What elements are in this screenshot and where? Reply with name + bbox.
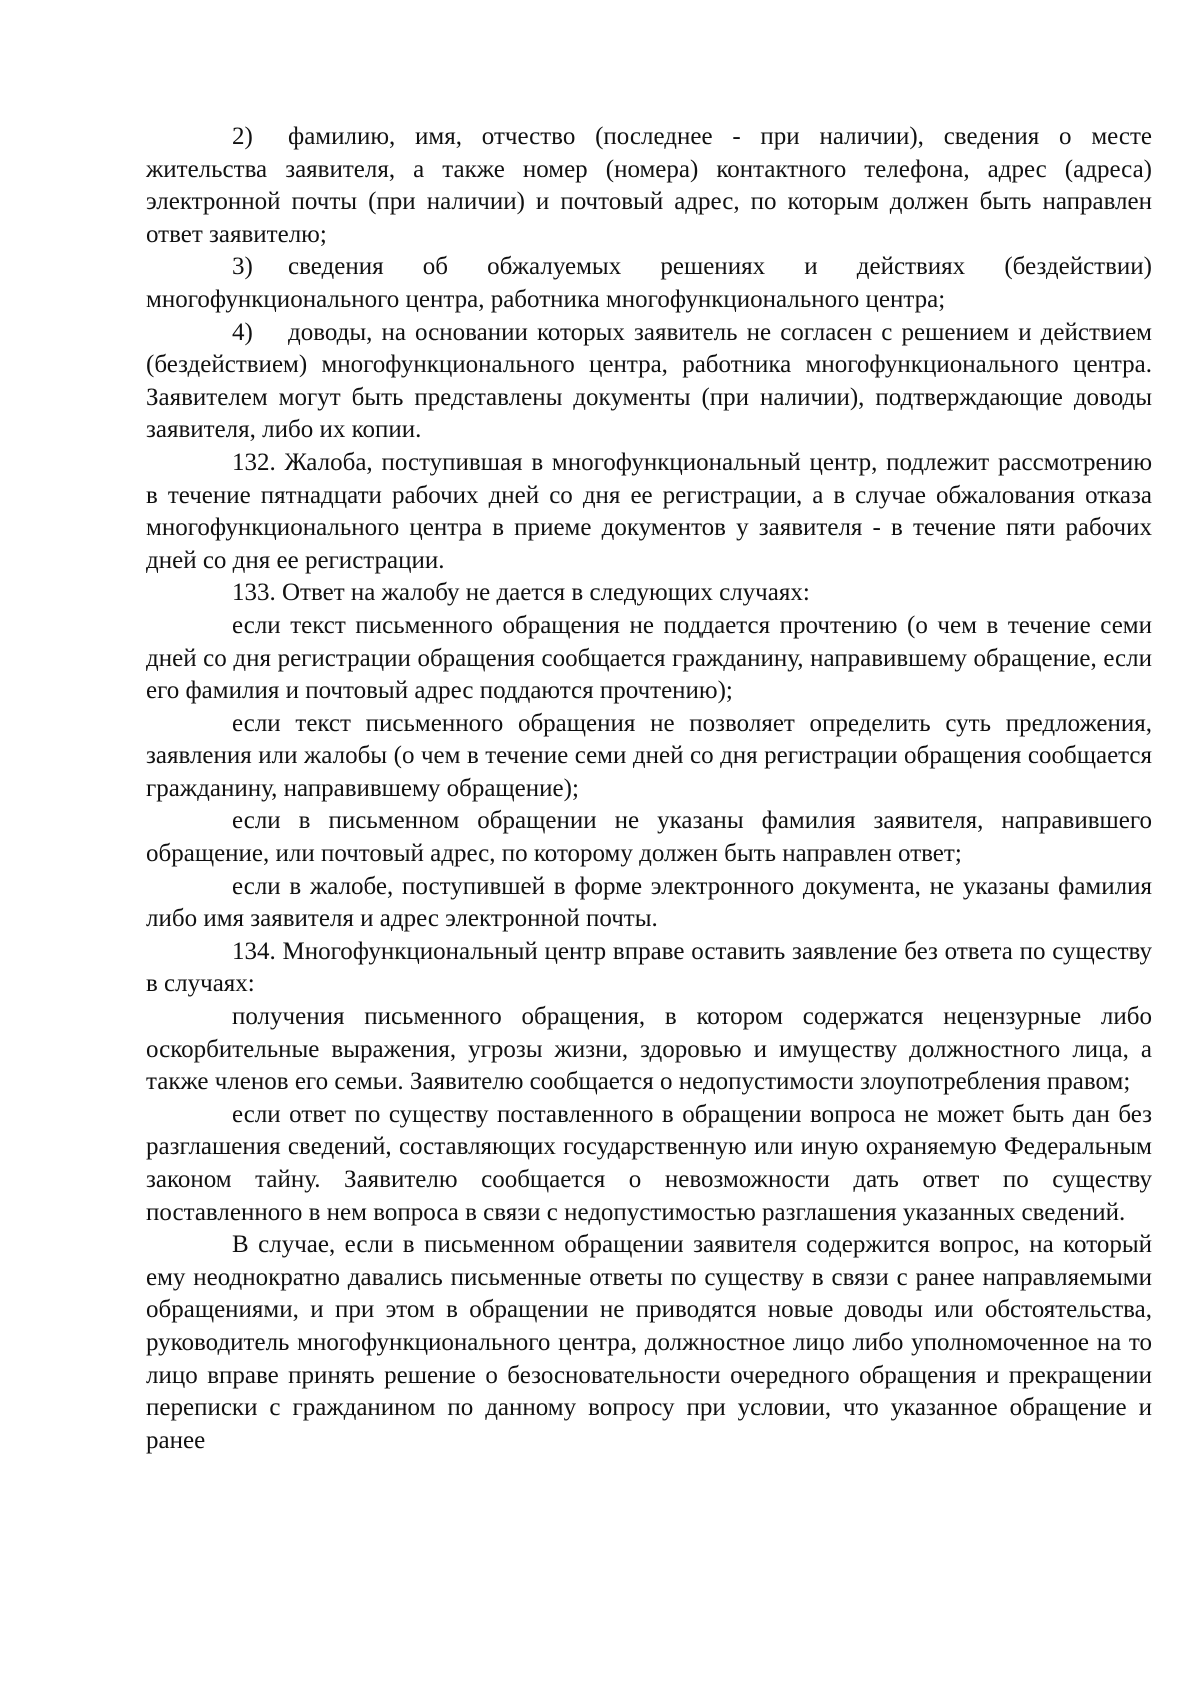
paragraph-134-case-2: если ответ по существу поставленного в обращении вопроса не может быть дан без разглашения сведений, составляющих государственную или иную охраняемую Федеральным законом тайну. Заявителю сообщается о невозможности дать ответ по существу поставленного в нем вопроса в связи с недопустимостью разглашения указанных сведений. [146, 1100, 1152, 1226]
paragraph-132: 132. Жалоба, поступившая в многофункциональный центр, подлежит рассмотрению в течение пятнадцати рабочих дней со дня ее регистрации, а в случае обжалования отказа многофункционального центра в приеме документов у заявителя - в течение пяти рабочих дней со дня ее регистрации. [146, 448, 1152, 574]
paragraph-133-case-1: если текст письменного обращения не поддается прочтению (о чем в течение семи дней со дня регистрации обращения сообщается гражданину, направившему обращение, если его фамилия и почтовый адрес поддаются прочтению); [146, 611, 1152, 705]
paragraph-repeated-appeal: В случае, если в письменном обращении заявителя содержится вопрос, на который ему неоднократно давались письменные ответы по существу в связи с ранее направляемыми обращениями, и при этом в обращении не приводятся новые доводы или обстоятельства, руководитель многофункционального центра, должностное лицо либо уполномоченное на то лицо вправе принять решение о безосновательности очередного обращения и прекращении переписки с гражданином по данному вопросу при условии, что указанное обращение и ранее [146, 1231, 1152, 1454]
paragraph-133-case-2: если текст письменного обращения не позволяет определить суть предложения, заявления или жалобы (о чем в течение семи дней со дня регистрации обращения сообщается гражданину, направившему обращение); [146, 709, 1152, 802]
paragraph-text: сведения об обжалуемых решениях и действиях (бездействии) многофункционального центра, работника многофункционального центра; [146, 253, 1152, 313]
paragraph-item-3 [146, 251, 1152, 316]
paragraph-134-case-1: получения письменного обращения, в котором содержатся нецензурные либо оскорбительные выражения, угрозы жизни, здоровью и имуществу должностного лица, а также членов его семьи. Заявителю сообщается о недопустимости злоупотребления правом; [146, 1003, 1152, 1096]
paragraph-number: 2) [232, 123, 253, 150]
paragraph-item-2 [146, 121, 1152, 251]
paragraph-133: 133. Ответ на жалобу не дается в следующих случаях: [232, 579, 810, 607]
paragraph-item-4 [146, 317, 1152, 447]
paragraph-text: доводы, на основании которых заявитель не согласен с решением и действием (бездействием) многофункционального центра, работника многофункционального центра. Заявителем могут быть представлены документы (при наличии), подтверждающие доводы заявителя, либо их копии. [146, 318, 1152, 444]
paragraph-text: фамилию, имя, отчество (последнее - при наличии), сведения о месте жительства заявителя, а также номер (номера) контактного телефона, адрес (адреса) электронной почты (при наличии) и почтовый адрес, по которым должен быть направлен ответ заявителю; [146, 123, 1152, 248]
paragraph-133-case-3: если в письменном обращении не указаны фамилия заявителя, направившего обращение, или почтовый адрес, по которому должен быть направлен ответ; [146, 807, 1152, 868]
paragraph-134: 134. Многофункциональный центр вправе оставить заявление без ответа по существу в случаях: [146, 937, 1152, 998]
document-page [146, 121, 1152, 1457]
paragraph-number: 3) [232, 253, 253, 281]
paragraph-133-case-4: если в жалобе, поступившей в форме электронного документа, не указаны фамилия либо имя заявителя и адрес электронной почты. [146, 872, 1152, 933]
paragraph-number: 4) [232, 318, 253, 346]
